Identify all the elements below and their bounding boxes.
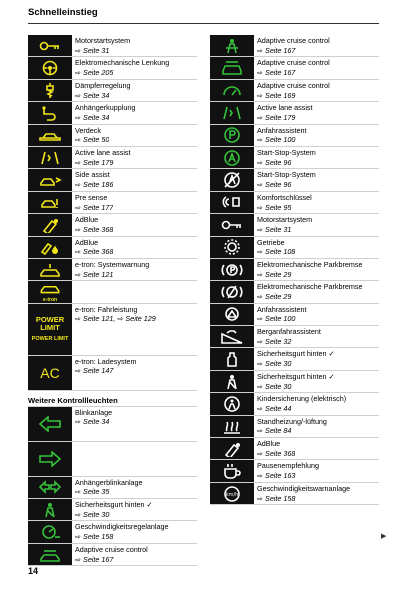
page-reference[interactable]: ⇨ Seite 100 [257, 314, 296, 324]
speed-limiter-icon [28, 521, 72, 542]
page-reference[interactable]: ⇨ Seite 167 [75, 554, 114, 564]
child-lock-icon [210, 393, 254, 414]
power-line-2: LIMIT [40, 323, 60, 333]
list-item [210, 326, 379, 348]
list-item [210, 371, 379, 393]
item-label: Start-Stop-System [257, 147, 316, 157]
item-label: AdBlue [75, 215, 99, 225]
page-reference[interactable]: ⇨ Seite 34 [75, 112, 110, 122]
start-stop-off-icon [210, 169, 254, 190]
list-item [210, 438, 379, 460]
adblue-icon [28, 214, 72, 235]
page-reference[interactable]: ⇨ Seite 34 [75, 417, 110, 427]
item-label: Elektromechanische Parkbremse [257, 259, 363, 269]
acc-person-icon [210, 35, 254, 56]
item-label: Kindersicherung (elektrisch) [257, 394, 347, 404]
list-item [28, 147, 197, 169]
page-reference[interactable]: ⇨ Seite 30 [257, 381, 292, 391]
page-reference[interactable]: ⇨ Seite 32 [257, 336, 292, 346]
list-item [28, 356, 197, 391]
page-reference[interactable]: ⇨ Seite 30 [75, 509, 110, 519]
page-reference[interactable]: ⇨ Seite 121 [75, 269, 114, 279]
item-label: Sicherheitsgurt hinten ✓ [257, 371, 335, 381]
page-reference[interactable]: ⇨ Seite 177 [75, 202, 114, 212]
item-label: Motorstartsystem [75, 36, 131, 45]
lane-assist-icon [210, 102, 254, 123]
item-label: Elektromechanische Lenkung [75, 58, 170, 68]
list-item [210, 416, 379, 438]
gear-icon [210, 237, 254, 258]
ac-charging-icon [28, 356, 72, 390]
list-item [28, 214, 197, 236]
parking-brake-icon [210, 259, 254, 280]
steering-wheel-icon [28, 57, 72, 78]
hill-hold-icon [210, 304, 254, 325]
item-label: Adaptive cruise control [257, 80, 330, 90]
list-item [28, 304, 197, 356]
list-item [28, 521, 197, 543]
trailer-indicator-icon [28, 477, 72, 498]
list-item [28, 102, 197, 124]
list-item [210, 35, 379, 57]
page-reference[interactable]: ⇨ Seite 84 [257, 426, 292, 436]
page-reference[interactable]: ⇨ Seite 163 [257, 471, 296, 481]
etron-car-icon [28, 281, 72, 302]
shock-absorber-icon [28, 80, 72, 101]
car-warning-icon [28, 259, 72, 280]
adblue-fill-icon [28, 237, 72, 258]
item-label: e-tron: Systemwarnung [75, 259, 150, 269]
list-item [210, 259, 379, 281]
list-item [28, 442, 197, 477]
page-reference[interactable]: ⇨ Seite 95 [257, 202, 292, 212]
page-reference[interactable]: ⇨ Seite 186 [75, 180, 114, 190]
comfort-key-icon [210, 192, 254, 213]
section-heading: Weitere Kontrollleuchten [28, 394, 197, 407]
hill-descent-icon [210, 326, 254, 347]
coffee-cup-icon [210, 460, 254, 481]
parking-brake-off-icon [210, 281, 254, 302]
page-reference[interactable]: ⇨ Seite 368 [75, 247, 114, 257]
item-label: Pre sense [75, 192, 108, 202]
item-label: Anfahrassistent [257, 125, 307, 135]
item-label: Standheizung/-lüftung [257, 416, 327, 426]
item-label: e-tron: Fahrleistung [75, 304, 138, 314]
list-item [210, 147, 379, 169]
acc-gauge-icon [210, 80, 254, 101]
side-assist-icon [28, 169, 72, 190]
page-reference[interactable]: ⇨ Seite 179 [75, 157, 114, 167]
page-reference[interactable]: ⇨ Seite 35 [75, 487, 110, 497]
page-reference[interactable]: ⇨ Seite 96 [257, 157, 292, 167]
seatbelt-rear-icon [28, 499, 72, 520]
list-item [210, 304, 379, 326]
continued-triangle-icon: ▶ [381, 533, 387, 540]
ac-symbol: AC [40, 364, 60, 381]
parking-assist-icon [210, 125, 254, 146]
item-label: Elektromechanische Parkbremse [257, 282, 363, 292]
list-item [28, 192, 197, 214]
page-reference[interactable]: ⇨ Seite 167 [257, 68, 296, 78]
list-item [28, 80, 197, 102]
key-icon [28, 35, 72, 56]
list-item [28, 281, 197, 303]
item-label: Anfahrassistent [257, 304, 307, 314]
item-label: Adaptive cruise control [75, 544, 148, 554]
item-label: Motorstartsystem [257, 215, 313, 225]
list-item [28, 407, 197, 442]
item-label: Blinkanlage [75, 407, 113, 417]
key-icon [210, 214, 254, 235]
list-item [210, 57, 379, 79]
item-label: Berganfahrassistent [257, 327, 321, 337]
page-reference[interactable]: ⇨ Seite 147 [75, 366, 114, 376]
power-limit-small: POWER LIMIT [31, 336, 69, 343]
list-item [210, 348, 379, 370]
power-limit-icon [28, 304, 72, 355]
arrow-right-icon [28, 442, 72, 476]
list-item [28, 169, 197, 191]
page-reference[interactable]: ⇨ Seite 205 [75, 68, 114, 78]
lane-assist-icon [28, 147, 72, 168]
page-reference[interactable]: ⇨ Seite 169 [257, 90, 296, 100]
svg-text:km/h: km/h [225, 491, 239, 498]
list-item [28, 499, 197, 521]
item-label: Active lane assist [257, 103, 313, 113]
page-reference[interactable]: ⇨ Seite 100 [257, 135, 296, 145]
item-label: Komfortschlüssel [257, 192, 312, 202]
convertible-roof-icon [28, 125, 72, 146]
list-item [210, 281, 379, 303]
trailer-hitch-icon [28, 102, 72, 123]
page-reference[interactable]: ⇨ Seite 96 [257, 180, 292, 190]
list-item [28, 259, 197, 281]
page-reference[interactable]: ⇨ Seite 34 [75, 90, 110, 100]
icon-caption: e-tron [42, 296, 58, 303]
item-label: Anhängerkupplung [75, 103, 136, 113]
left-column [28, 35, 197, 566]
item-label: Start-Stop-System [257, 170, 316, 180]
page-reference[interactable]: ⇨ Seite 167 [257, 45, 296, 55]
start-stop-icon [210, 147, 254, 168]
list-item [210, 102, 379, 124]
item-label: Sicherheitsgurt hinten ✓ [257, 349, 335, 359]
page-reference[interactable]: ⇨ Seite 368 [75, 224, 114, 234]
acc-car-front-icon [210, 57, 254, 78]
aux-heater-icon [210, 416, 254, 437]
page-reference[interactable]: ⇨ Seite 158 [75, 532, 114, 542]
item-label: AdBlue [257, 439, 281, 449]
page-reference[interactable]: ⇨ Seite 31 [257, 224, 292, 234]
right-column [210, 35, 379, 505]
item-label: Anhängerblinkanlage [75, 477, 143, 487]
page-reference[interactable]: ⇨ Seite 108 [257, 247, 296, 257]
list-item [28, 125, 197, 147]
page-reference[interactable]: ⇨ Seite 31 [75, 45, 110, 55]
list-item [210, 80, 379, 102]
list-item [210, 393, 379, 415]
item-label: Adaptive cruise control [257, 58, 330, 68]
item-label: e-tron: Ladesystem [75, 356, 137, 366]
item-label: Active lane assist [75, 147, 131, 157]
list-item [210, 483, 379, 505]
page-reference[interactable]: ⇨ Seite 44 [257, 404, 292, 414]
item-label: Geschwindigkeitswarnanlage [257, 483, 351, 493]
page-reference[interactable]: ⇨ Seite 121, ⇨ Seite 129 [75, 314, 156, 324]
list-item [210, 125, 379, 147]
item-label: Geschwindigkeitsregelanlage [75, 522, 169, 532]
page-reference[interactable]: ⇨ Seite 179 [257, 112, 296, 122]
list-item [210, 169, 379, 191]
page-reference[interactable]: ⇨ Seite 50 [75, 135, 110, 145]
item-label: Verdeck [75, 125, 101, 135]
item-label: Getriebe [257, 237, 285, 247]
page-reference[interactable]: ⇨ Seite 368 [257, 448, 296, 458]
arrow-left-icon [28, 407, 72, 441]
list-item [210, 214, 379, 236]
seatbelt-bottle-icon [210, 348, 254, 369]
page-title: Schnelleinstieg [28, 7, 98, 18]
power-line-1: POWER [35, 315, 65, 325]
item-label: AdBlue [75, 237, 99, 247]
page-reference[interactable]: ⇨ Seite 29 [257, 269, 292, 279]
list-item [28, 237, 197, 259]
list-item [28, 57, 197, 79]
page-reference[interactable]: ⇨ Seite 30 [257, 359, 292, 369]
item-label: Dämpferregelung [75, 80, 131, 90]
seatbelt-person-icon [210, 371, 254, 392]
acc-car-icon [28, 544, 72, 565]
list-item [28, 477, 197, 499]
item-label: Adaptive cruise control [257, 36, 330, 45]
speed-warning-icon [210, 483, 254, 504]
page-reference[interactable]: ⇨ Seite 29 [257, 292, 292, 302]
item-label: Pausenempfehlung [257, 461, 319, 471]
list-item [210, 460, 379, 482]
list-item [28, 35, 197, 57]
pre-sense-icon [28, 192, 72, 213]
item-label: Sicherheitsgurt hinten ✓ [75, 500, 153, 510]
list-item [210, 237, 379, 259]
adblue-icon [210, 438, 254, 459]
item-label: Side assist [75, 170, 110, 180]
page-reference[interactable]: ⇨ Seite 158 [257, 493, 296, 503]
page-number: 14 [28, 566, 39, 576]
title-rule [28, 23, 379, 24]
list-item [28, 544, 197, 566]
list-item [210, 192, 379, 214]
